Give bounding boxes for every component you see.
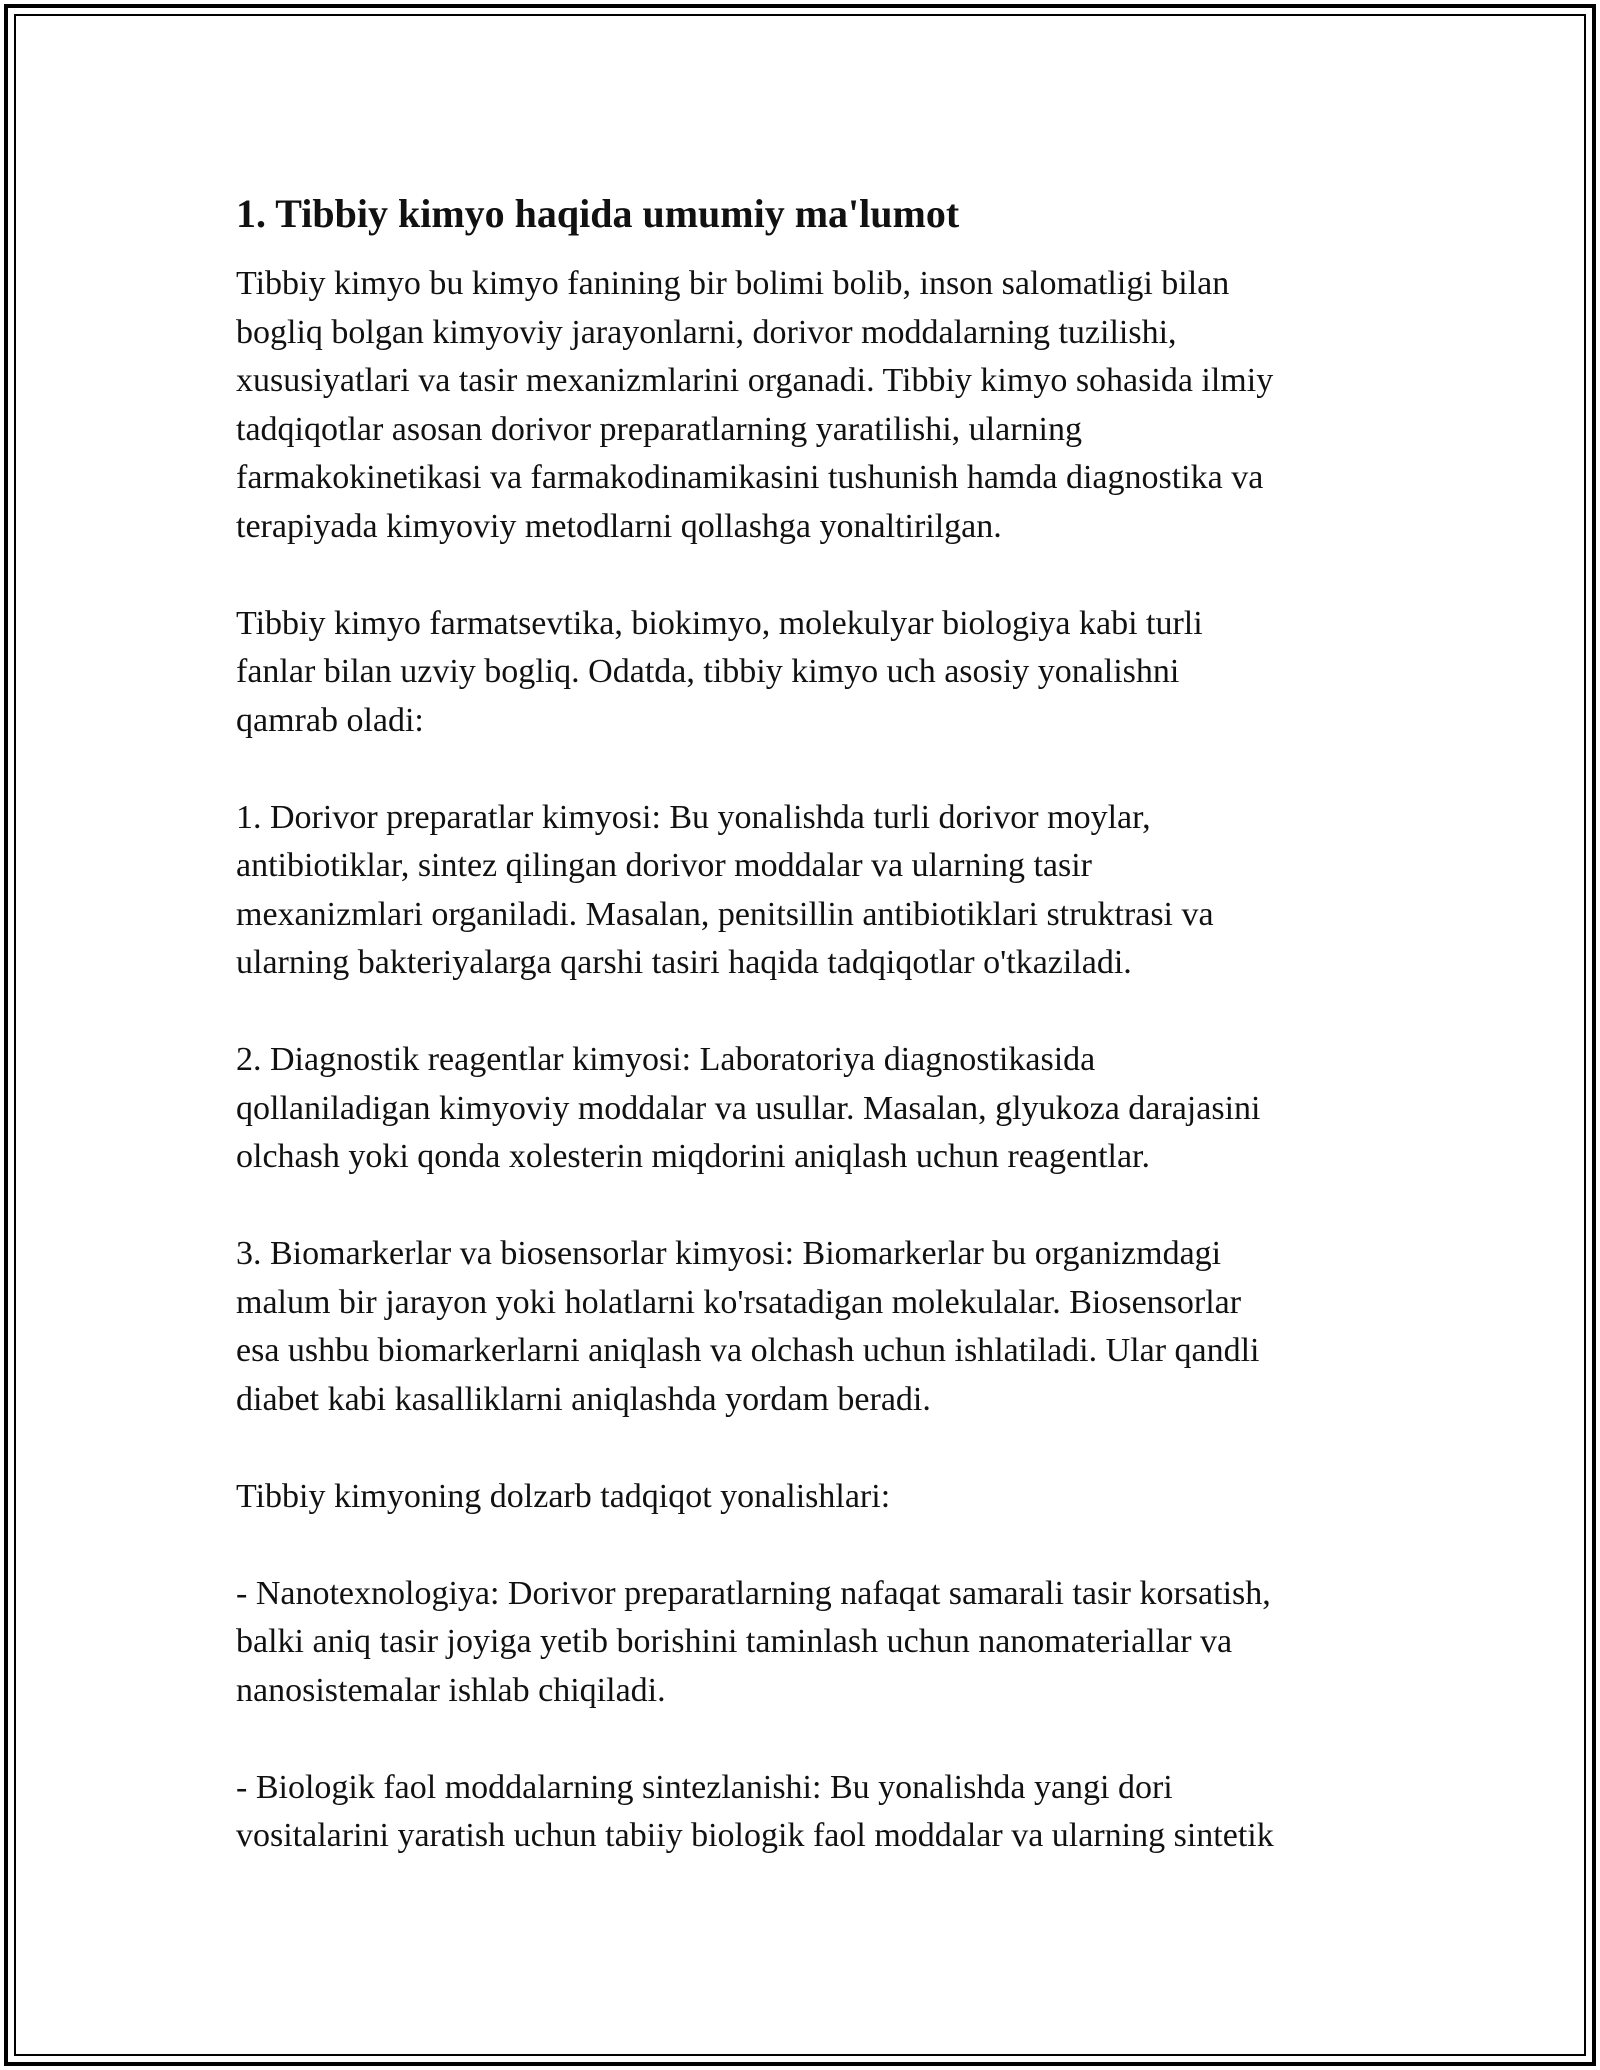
paragraph-direction-2: 2. Diagnostik reagentlar kimyosi: Laboratoriya diagnostikasida qollaniladigan kimyoviy moddalar va usullar. Masalan, glyukoza darajasini olchash yoki qonda xolesterin miqdorini aniqlash uchun reagentlar. bbox=[236, 1041, 1261, 1175]
paragraph-related-fields: Tibbiy kimyo farmatsevtika, biokimyo, molekulyar biologiya kabi turli fanlar bilan uzviy bogliq. Odatda, tibbiy kimyo uch asosiy yonalishni qamrab oladi: bbox=[236, 604, 1203, 739]
paragraph-nanotech: - Nanotexnologiya: Dorivor preparatlarning nafaqat samarali tasir korsatish, balki aniq tasir joyiga yetib borishini taminlash uchun nanomateriallar va nanosistemalar ishlab chiqiladi. bbox=[236, 1574, 1271, 1709]
section-heading: 1. Tibbiy kimyo haqida umumiy ma'lumot bbox=[236, 191, 960, 236]
document-body bbox=[236, 188, 1366, 1861]
paragraph-direction-1: 1. Dorivor preparatlar kimyosi: Bu yonalishda turli dorivor moylar, antibiotiklar, sintez qilingan dorivor moddalar va ularning tasir mexanizmlari organiladi. Masalan, penitsillin antibiotiklari struktrasi va ularning bakteriyalarga qarshi tasiri haqida tadqiqotlar o'tkaziladi. bbox=[236, 798, 1214, 981]
paragraph-direction-3: 3. Biomarkerlar va biosensorlar kimyosi: Biomarkerlar bu organizmdagi malum bir jarayon yoki holatlarni ko'rsatadigan molekulalar. Biosensorlar esa ushbu biomarkerlarni aniqlash va olchash uchun ishlatiladi. Ular qandli diabet kabi kasalliklarni aniqlashda yordam beradi. bbox=[236, 1235, 1260, 1418]
paragraph-intro: Tibbiy kimyo bu kimyo fanining bir bolimi bolib, inson salomatligi bilan bogliq bolgan kimyoviy jarayonlarni, dorivor moddalarning tuzilishi, xususiyatlari va tasir mexanizmlarini organadi. Tibbiy kimyo sohasida ilmiy tadqiqotlar asosan dorivor preparatlarning yaratilishi, ularning farmakokinetikasi va farmakodinamikasini tushunish hamda diagnostika va terapiyada kimyoviy metodlarni qollashga yonaltirilgan. bbox=[236, 265, 1274, 545]
paragraph-research-intro: Tibbiy kimyoning dolzarb tadqiqot yonalishlari: bbox=[236, 1477, 891, 1515]
paragraph-bioactive-synthesis: - Biologik faol moddalarning sintezlanishi: Bu yonalishda yangi dori vositalarini yaratish uchun tabiiy biologik faol moddalar va ularning sintetik bbox=[236, 1768, 1274, 1854]
